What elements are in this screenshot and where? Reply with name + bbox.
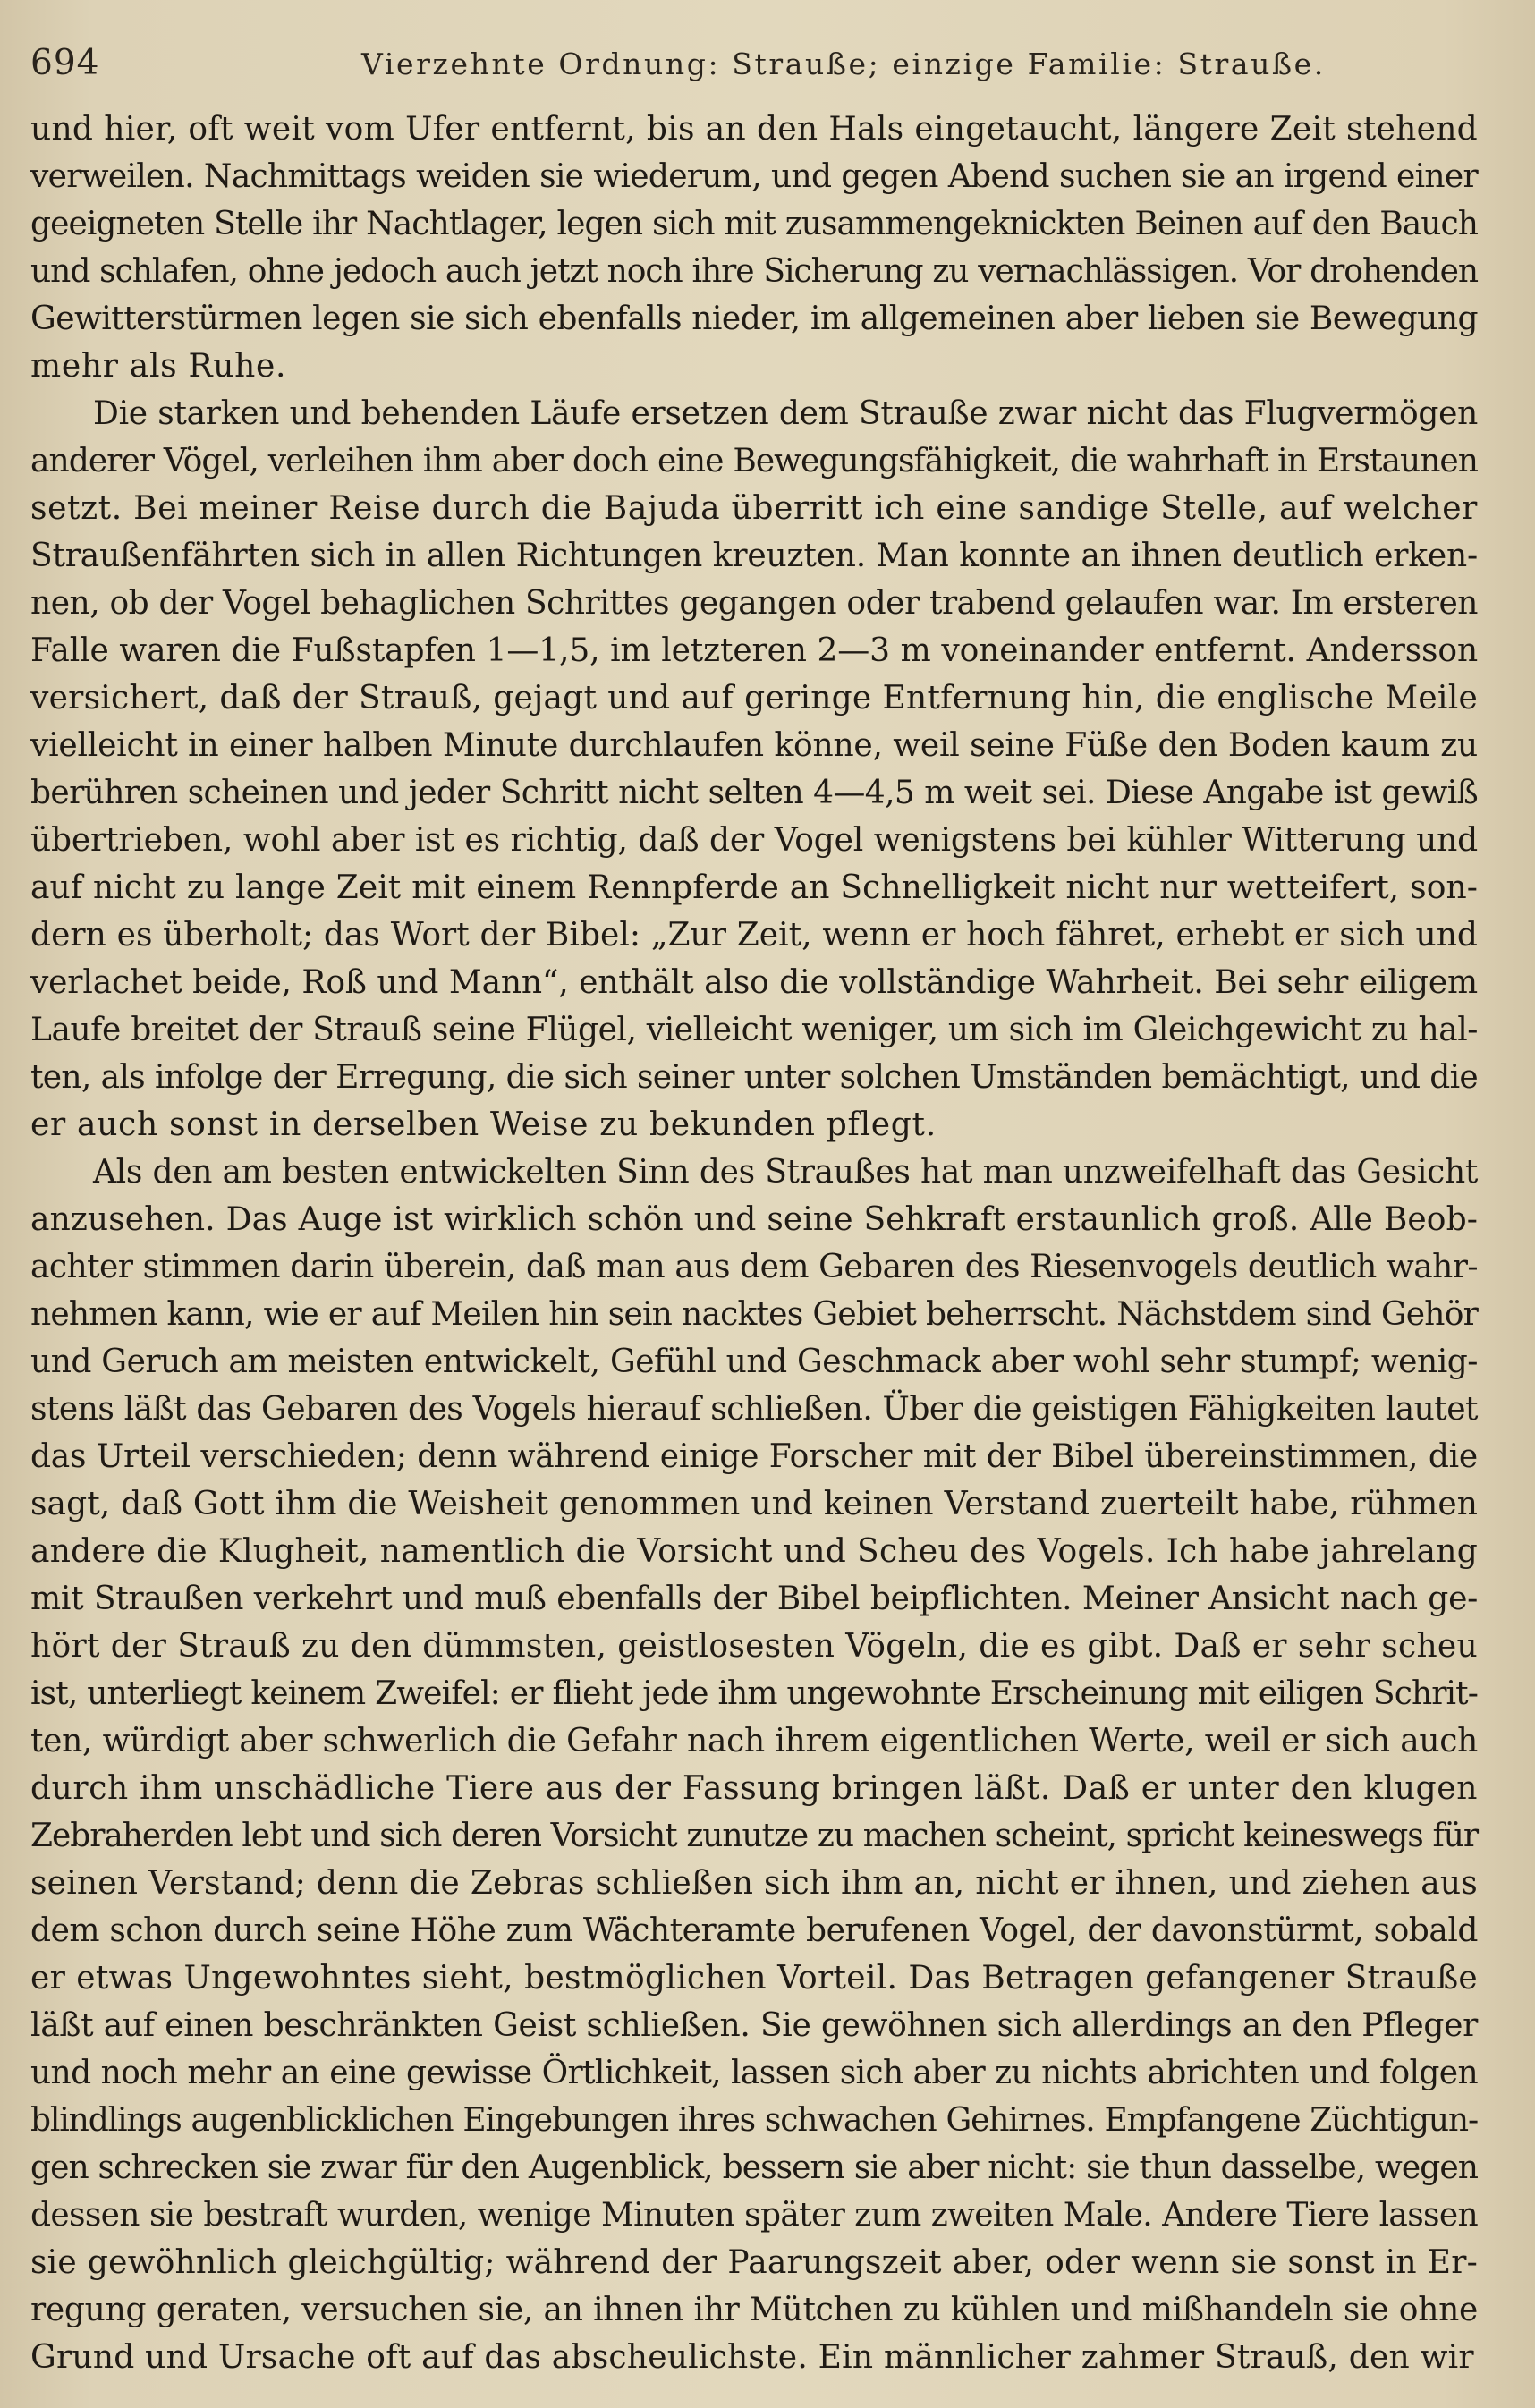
text-line: das Urteil verschieden; denn während einige Forscher mit der Bibel übereinstimmen, die bbox=[30, 1438, 1478, 1475]
text-line: und schlafen, ohne jedoch auch jetzt noch ihre Sicherung zu vernachlässigen. Vor drohenden bbox=[30, 253, 1478, 290]
text-line: Laufe breitet der Strauß seine Flügel, vielleicht weniger, um sich im Gleichgewicht zu hal- bbox=[30, 1012, 1478, 1048]
text-line: läßt auf einen beschränkten Geist schließen. Sie gewöhnen sich allerdings an den Pfleger bbox=[30, 2007, 1478, 2044]
text-line: Die starken und behenden Läufe ersetzen dem Strauße zwar nicht das Flugvermögen bbox=[93, 395, 1478, 432]
paragraph bbox=[30, 390, 1478, 1149]
text-line: er auch sonst in derselben Weise zu bekunden pflegt. bbox=[30, 1106, 937, 1143]
text-line: und hier, oft weit vom Ufer entfernt, bis an den Hals eingetaucht, längere Zeit stehend bbox=[30, 111, 1478, 148]
text-line: er etwas Ungewohntes sieht, bestmöglichen Vorteil. Das Betragen gefangener Strauße bbox=[30, 1960, 1478, 1997]
text-line: sagt, daß Gott ihm die Weisheit genommen und keinen Verstand zuerteilt habe, rühmen bbox=[30, 1486, 1478, 1522]
text-line: mehr als Ruhe. bbox=[30, 348, 287, 385]
text-line: übertrieben, wohl aber ist es richtig, daß der Vogel wenigstens bei kühler Witterung und bbox=[30, 822, 1478, 859]
text-line: ten, als infolge der Erregung, die sich seiner unter solchen Umständen bemächtigt, und die bbox=[30, 1059, 1478, 1096]
text-line: ist, unterliegt keinem Zweifel: er flieht jede ihm ungewohnte Erscheinung mit eiligen Schrit- bbox=[30, 1675, 1478, 1712]
text-line: gen schrecken sie zwar für den Augenblick, bessern sie aber nicht: sie thun dasselbe, wegen bbox=[30, 2149, 1478, 2186]
text-line: andere die Klugheit, namentlich die Vorsicht und Scheu des Vogels. Ich habe jahrelang bbox=[30, 1533, 1478, 1570]
body-text bbox=[30, 106, 1478, 2381]
text-line: seinen Verstand; denn die Zebras schließen sich ihm an, nicht er ihnen, und ziehen aus bbox=[30, 1865, 1478, 1902]
text-line: dern es überholt; das Wort der Bibel: „Zur Zeit, wenn er hoch fähret, erhebt er sich und bbox=[30, 917, 1478, 954]
text-line: auf nicht zu lange Zeit mit einem Rennpferde an Schnelligkeit nicht nur wetteifert, son- bbox=[30, 869, 1478, 906]
text-line: anderer Vögel, verleihen ihm aber doch eine Bewegungsfähigkeit, die wahrhaft in Erstaunen bbox=[30, 443, 1478, 479]
text-line: Als den am besten entwickelten Sinn des Straußes hat man unzweifelhaft das Gesicht bbox=[93, 1154, 1478, 1191]
text-line: Falle waren die Fußstapfen 1—1,5, im letzteren 2—3 m voneinander entfernt. Andersson bbox=[30, 632, 1478, 669]
paragraph bbox=[30, 1149, 1478, 2381]
page-number: 694 bbox=[30, 43, 100, 83]
text-line: Straußenfährten sich in allen Richtungen kreuzten. Man konnte an ihnen deutlich erken- bbox=[30, 538, 1478, 574]
text-line: setzt. Bei meiner Reise durch die Bajuda überritt ich eine sandige Stelle, auf welcher bbox=[30, 490, 1478, 527]
text-line: Zebraherden lebt und sich deren Vorsicht zunutze zu machen scheint, spricht keineswegs für bbox=[30, 1818, 1478, 1854]
text-line: verweilen. Nachmittags weiden sie wiederum, und gegen Abend suchen sie an irgend einer bbox=[30, 158, 1478, 195]
text-line: und noch mehr an eine gewisse Örtlichkeit, lassen sich aber zu nichts abrichten und folgen bbox=[30, 2055, 1478, 2091]
text-line: versichert, daß der Strauß, gejagt und auf geringe Entfernung hin, die englische Meile bbox=[30, 680, 1478, 716]
text-line: hört der Strauß zu den dümmsten, geistlosesten Vögeln, die es gibt. Daß er sehr scheu bbox=[30, 1628, 1478, 1665]
text-line: dessen sie bestraft wurden, wenige Minuten später zum zweiten Male. Andere Tiere lassen bbox=[30, 2197, 1478, 2234]
text-line: vielleicht in einer halben Minute durchlaufen könne, weil seine Füße den Boden kaum zu bbox=[30, 727, 1478, 764]
text-line: durch ihm unschädliche Tiere aus der Fassung bringen läßt. Daß er unter den klugen bbox=[30, 1770, 1478, 1807]
text-line: Gewitterstürmen legen sie sich ebenfalls nieder, im allgemeinen aber lieben sie Bewegung bbox=[30, 301, 1478, 337]
text-line: achter stimmen darin überein, daß man aus dem Gebaren des Riesenvogels deutlich wahr- bbox=[30, 1249, 1478, 1285]
text-line: stens läßt das Gebaren des Vogels hierauf schließen. Über die geistigen Fähigkeiten lautet bbox=[30, 1391, 1478, 1428]
running-title: Vierzehnte Ordnung: Strauße; einzige Familie: Strauße. bbox=[361, 47, 1326, 81]
text-line: dem schon durch seine Höhe zum Wächteramte berufenen Vogel, der davonstürmt, sobald bbox=[30, 1912, 1478, 1949]
text-line: geeigneten Stelle ihr Nachtlager, legen sich mit zusammengeknickten Beinen auf den Bauch bbox=[30, 206, 1478, 242]
text-line: ten, würdigt aber schwerlich die Gefahr nach ihrem eigentlichen Werte, weil er sich auch bbox=[30, 1723, 1478, 1759]
text-line: sie gewöhnlich gleichgültig; während der Paarungszeit aber, oder wenn sie sonst in Er- bbox=[30, 2244, 1478, 2281]
text-line: anzusehen. Das Auge ist wirklich schön und seine Sehkraft erstaunlich groß. Alle Beob- bbox=[30, 1201, 1478, 1238]
running-head bbox=[30, 43, 1478, 100]
text-line: regung geraten, versuchen sie, an ihnen ihr Mütchen zu kühlen und mißhandeln sie ohne bbox=[30, 2292, 1478, 2328]
paragraph bbox=[30, 106, 1478, 390]
text-line: nen, ob der Vogel behaglichen Schrittes gegangen oder trabend gelaufen war. Im ersteren bbox=[30, 585, 1478, 622]
text-line: blindlings augenblicklichen Eingebungen ihres schwachen Gehirnes. Empfangene Züchtigun- bbox=[30, 2102, 1478, 2139]
text-line: und Geruch am meisten entwickelt, Gefühl und Geschmack aber wohl sehr stumpf; wenig- bbox=[30, 1344, 1478, 1380]
text-line: berühren scheinen und jeder Schritt nicht selten 4—4,5 m weit sei. Diese Angabe ist gewiß bbox=[30, 775, 1478, 811]
text-line: verlachet beide, Roß und Mann“, enthält also die vollständige Wahrheit. Bei sehr eiligem bbox=[30, 964, 1478, 1001]
text-line: Grund und Ursache oft auf das abscheulichste. Ein männlicher zahmer Strauß, den wir bbox=[30, 2339, 1474, 2376]
text-line: mit Straußen verkehrt und muß ebenfalls der Bibel beipflichten. Meiner Ansicht nach ge- bbox=[30, 1581, 1478, 1617]
text-line: nehmen kann, wie er auf Meilen hin sein nacktes Gebiet beherrscht. Nächstdem sind Gehör bbox=[30, 1296, 1478, 1333]
